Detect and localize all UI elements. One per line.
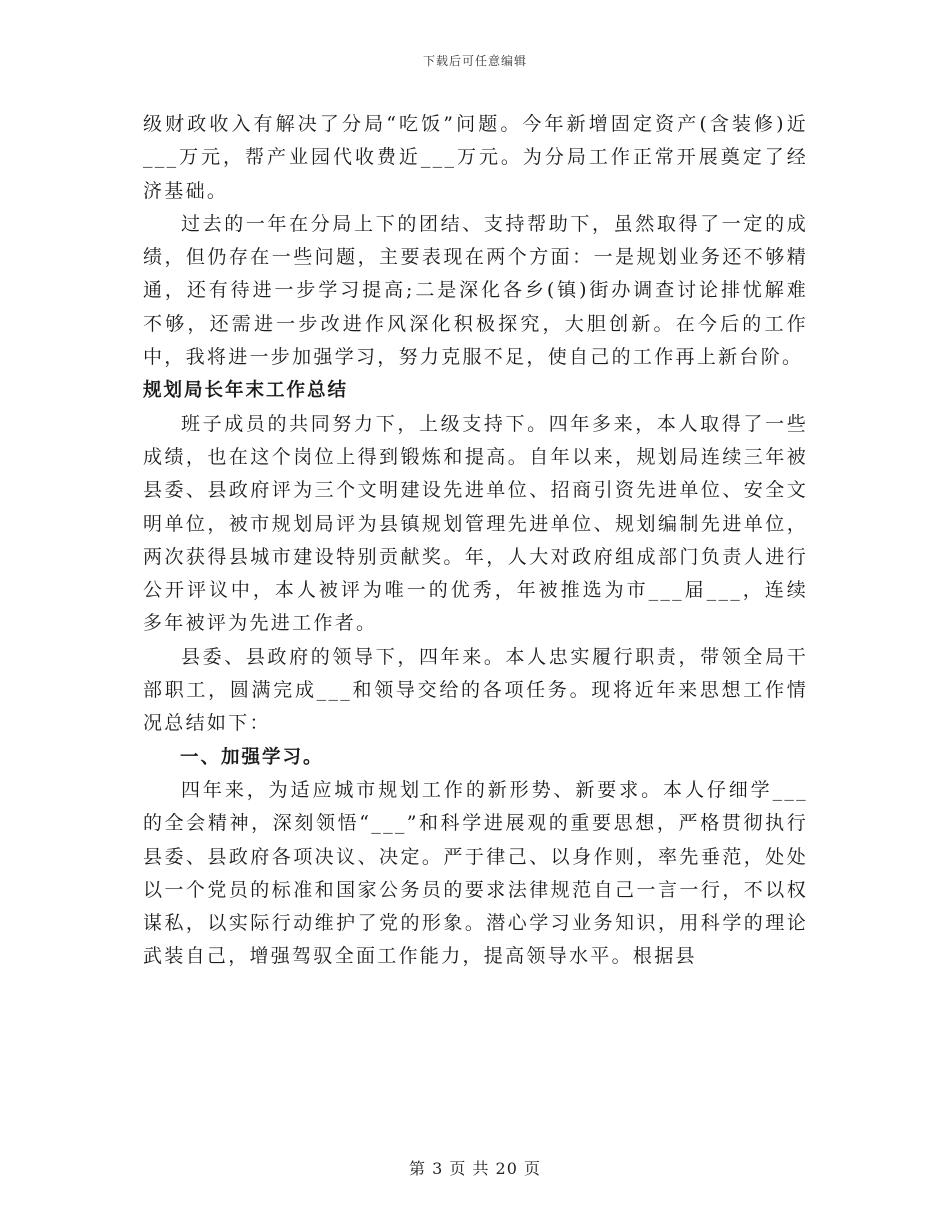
paragraph-learning: 四年来，为适应城市规划工作的新形势、新要求。本人仔细学___的全会精神，深刻领悟“___”和科学进展观的重要思想，严格贯彻执行县委、县政府各项决议、决定。严于律己、以身作则，率先垂范，处处以一个党员的标准和国家公务员的要求法律规范自己一言一行，不以权谋私，以实际行动维护了党的形象。潜心学习业务知识，用科学的理论武装自己，增强驾驭全面工作能力，提高领导水平。根据县	[143, 778, 808, 968]
paragraph-summary: 过去的一年在分局上下的团结、支持帮助下，虽然取得了一定的成绩，但仍存在一些问题，主要表现在两个方面：一是规划业务还不够精通，还有待进一步学习提高;二是深化各乡(镇)街办调查讨论排忧解难不够，还需进一步改进作风深化积极探究，大胆创新。在今后的工作中，我将进一步加强学习，努力克服不足，使自己的工作再上新台阶。	[143, 212, 808, 369]
header-note: 下载后可任意编辑	[422, 54, 527, 68]
paragraph-achievements: 班子成员的共同努力下，上级支持下。四年多来，本人取得了一些成绩，也在这个岗位上得到锻炼和提高。自年以来，规划局连续三年被县委、县政府评为三个文明建设先进单位、招商引资先进单位、安全文明单位，被市规划局评为县镇规划管理先进单位、规划编制先进单位，两次获得县城市建设特别贡献奖。年，人大对政府组成部门负责人进行公开评议中，本人被评为唯一的优秀，年被推选为市___届___，连续多年被评为先进工作者。	[143, 412, 808, 635]
paragraph-introduction: 县委、县政府的领导下，四年来。本人忠实履行职责，带领全局干部职工，圆满完成___和领导交给的各项任务。现将近年来思想工作情况总结如下：	[143, 645, 808, 735]
section-title: 规划局长年末工作总结	[143, 380, 349, 402]
paragraph-continuation: 级财政收入有解决了分局“吃饭”问题。今年新增固定资产(含装修)近___万元，帮产业园代收费近___万元。为分局工作正常开展奠定了经济基础。	[143, 113, 808, 202]
page-number: 第 3 页 共 20 页	[409, 1159, 541, 1178]
heading-strengthen-learning: 一、加强学习。	[180, 746, 324, 768]
document-body	[143, 108, 808, 974]
